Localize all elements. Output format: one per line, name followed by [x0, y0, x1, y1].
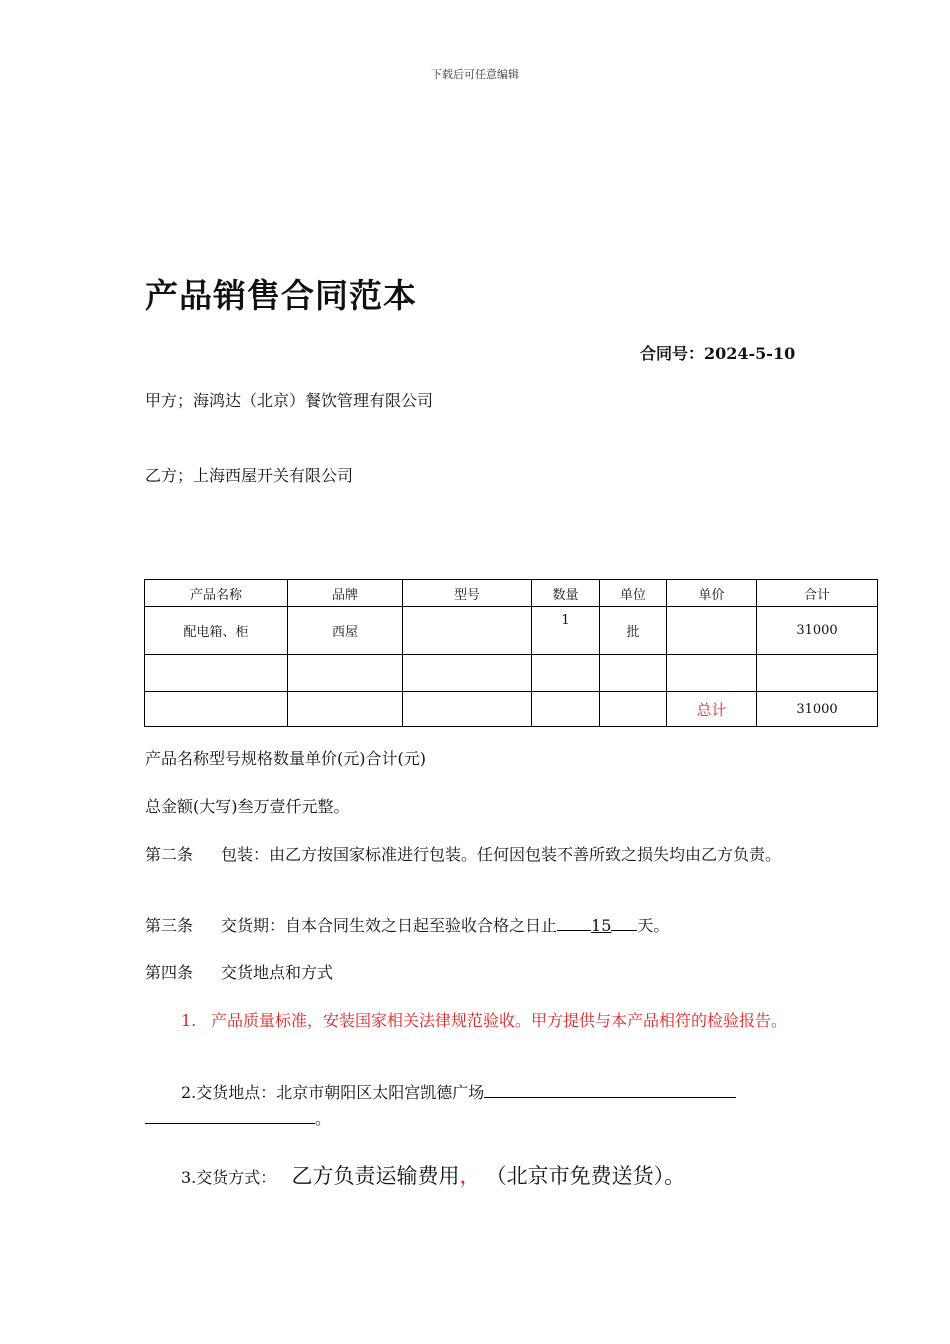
item-3-text2: （北京市免费送货）。: [485, 1164, 686, 1188]
blank-line: [557, 916, 591, 931]
article-2: [145, 842, 796, 867]
delivery-days: 15: [591, 916, 612, 935]
table-header-cell: 产品名称: [145, 580, 288, 607]
table-cell: [600, 692, 667, 727]
contract-number: 合同号：2024-5-10: [640, 344, 796, 363]
table-cell: [288, 655, 403, 692]
blank-line: [484, 1083, 736, 1098]
table-cell: [288, 692, 403, 727]
product-table: [144, 579, 878, 727]
article-2-label: 第二条: [145, 845, 194, 864]
item-2-text: 2.交货地点：北京市朝阳区太阳宫凯德广场: [181, 1083, 485, 1102]
item-3-text: 乙方负责运输费用: [291, 1164, 460, 1188]
table-cell: [403, 655, 532, 692]
party-b: 乙方；上海西屋开关有限公司: [145, 466, 354, 485]
item-3: [181, 1164, 685, 1190]
table-cell: [145, 692, 288, 727]
table-cell: [667, 607, 757, 655]
table-cell: [403, 607, 532, 655]
article-4-text: 交货地点和方式: [221, 963, 334, 982]
page-header-note: 下载后可任意编辑: [431, 68, 519, 81]
table-cell: 31000: [757, 607, 878, 655]
article-3: [145, 913, 669, 938]
item-2: [181, 1080, 736, 1105]
article-3-label: 第三条: [145, 916, 194, 935]
blank-line: [145, 1109, 315, 1124]
article-3-suffix: 天。: [637, 916, 670, 935]
table-row: [145, 607, 878, 655]
item-3-comma: ，: [459, 1164, 481, 1188]
table-cell: [403, 692, 532, 727]
article-4-label: 第四条: [145, 963, 194, 982]
item-1-text: 产品质量标准，安装国家相关法律规范验收。甲方提供与本产品相符的检验报告。: [211, 1011, 788, 1030]
article-3-text: [221, 913, 669, 938]
table-header-cell: 型号: [403, 580, 532, 607]
item-3-label: 3.交货方式：: [181, 1168, 277, 1187]
table-header-cell: 合计: [757, 580, 878, 607]
item-1-number: 1.: [181, 1011, 197, 1030]
table-cell: [757, 655, 878, 692]
table-cell: 配电箱、柜: [145, 607, 288, 655]
table-total-row: [145, 692, 878, 727]
article-3-prefix: 交货期：自本合同生效之日起至验收合格之日止: [221, 916, 558, 935]
table-cell: [532, 655, 600, 692]
table-cell: 1: [532, 607, 600, 655]
article-4: [145, 960, 333, 985]
table-header-cell: 单位: [600, 580, 667, 607]
product-line-heading: 产品名称型号规格数量单价(元)合计(元): [145, 749, 426, 768]
table-cell: [145, 655, 288, 692]
table-cell: 批: [600, 607, 667, 655]
blank-line: [611, 916, 637, 931]
table-cell: [600, 655, 667, 692]
item-2-end: 。: [315, 1109, 332, 1128]
item-2-continuation: [145, 1106, 331, 1131]
table-header-cell: 品牌: [288, 580, 403, 607]
document-title: 产品销售合同范本: [145, 276, 417, 315]
table-header-row: [145, 580, 878, 607]
item-1: [181, 1008, 811, 1033]
table-cell: 西屋: [288, 607, 403, 655]
party-a: 甲方；海鸿达（北京）餐饮管理有限公司: [145, 391, 434, 410]
table-header-cell: 单价: [667, 580, 757, 607]
table-cell: [532, 692, 600, 727]
total-amount-words: 总金额(大写)叁万壹仟元整。: [145, 797, 350, 816]
table-header-cell: 数量: [532, 580, 600, 607]
table-cell: [667, 655, 757, 692]
total-value: 31000: [757, 692, 878, 727]
total-label: 总计: [667, 692, 757, 727]
table-row: [145, 655, 878, 692]
article-2-text: 包装：由乙方按国家标准进行包装。任何因包装不善所致之损失均由乙方负责。: [221, 845, 782, 864]
